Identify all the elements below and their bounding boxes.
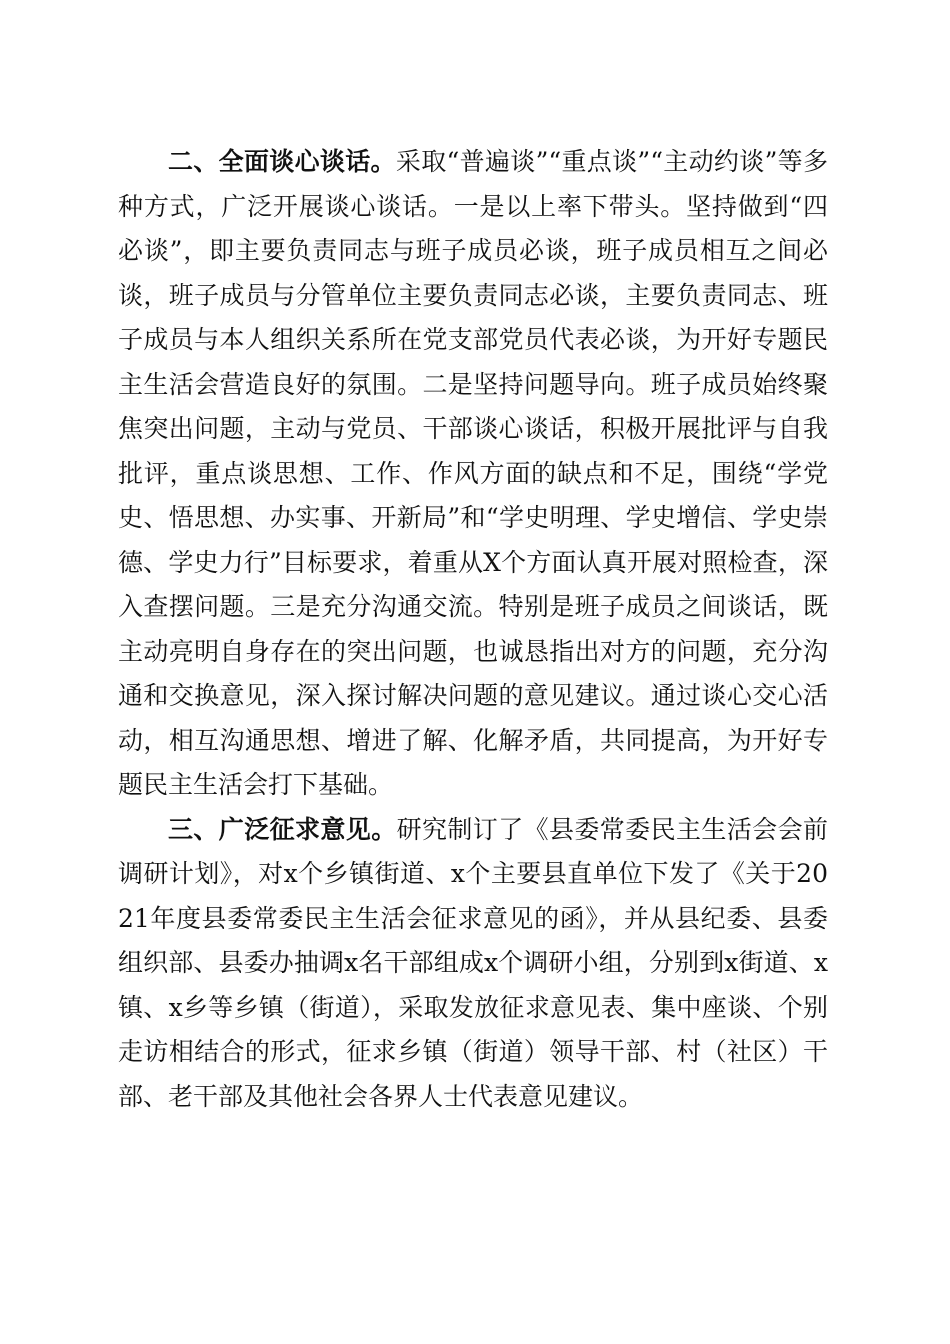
section-heading-opinions: 三、广泛征求意见。 bbox=[168, 814, 397, 844]
paragraph-opinions bbox=[118, 808, 828, 1120]
paragraph-text-talks: 采取“普遍谈”“重点谈”“主动约谈”等多种方式，广泛开展谈心谈话。一是以上率下带头。坚持做到“四必谈”，即主要负责同志与班子成员必谈，班子成员相互之间必谈，班子成员与分管单位主要负责同志必谈，主要负责同志、班子成员与本人组织关系所在党支部党员代表必谈，为开好专题民主生活会营造良好的氛围。二是坚持问题导向。班子成员始终聚焦突出问题，主动与党员、干部谈心谈话，积极开展批评与自我批评，重点谈思想、工作、作风方面的缺点和不足，围绕“学党史、悟思想、办实事、开新局”和“学史明理、学史增信、学史崇德、学史力行”目标要求，着重从X个方面认真开展对照检查，深入查摆问题。三是充分沟通交流。特别是班子成员之间谈话，既主动亮明自身存在的突出问题，也诚恳指出对方的问题，充分沟通和交换意见，深入探讨解决问题的意见建议。通过谈心交心活动，相互沟通思想、增进了解、化解矛盾，共同提高，为开好专题民主生活会打下基础。 bbox=[118, 147, 828, 799]
document-body bbox=[118, 140, 828, 1119]
paragraph-talks bbox=[118, 140, 828, 808]
paragraph-text-opinions: 研究制订了《县委常委民主生活会会前调研计划》，对x个乡镇街道、x个主要县直单位下发了《关于2021年度县委常委民主生活会征求意见的函》，并从县纪委、县委组织部、县委办抽调x名干部组成x个调研小组，分别到x街道、x镇、x乡等乡镇（街道），采取发放征求意见表、集中座谈、个别走访相结合的形式，征求乡镇（街道）领导干部、村（社区）干部、老干部及其他社会各界人士代表意见建议。 bbox=[118, 814, 828, 1111]
section-heading-talks: 二、全面谈心谈话。 bbox=[168, 147, 396, 176]
